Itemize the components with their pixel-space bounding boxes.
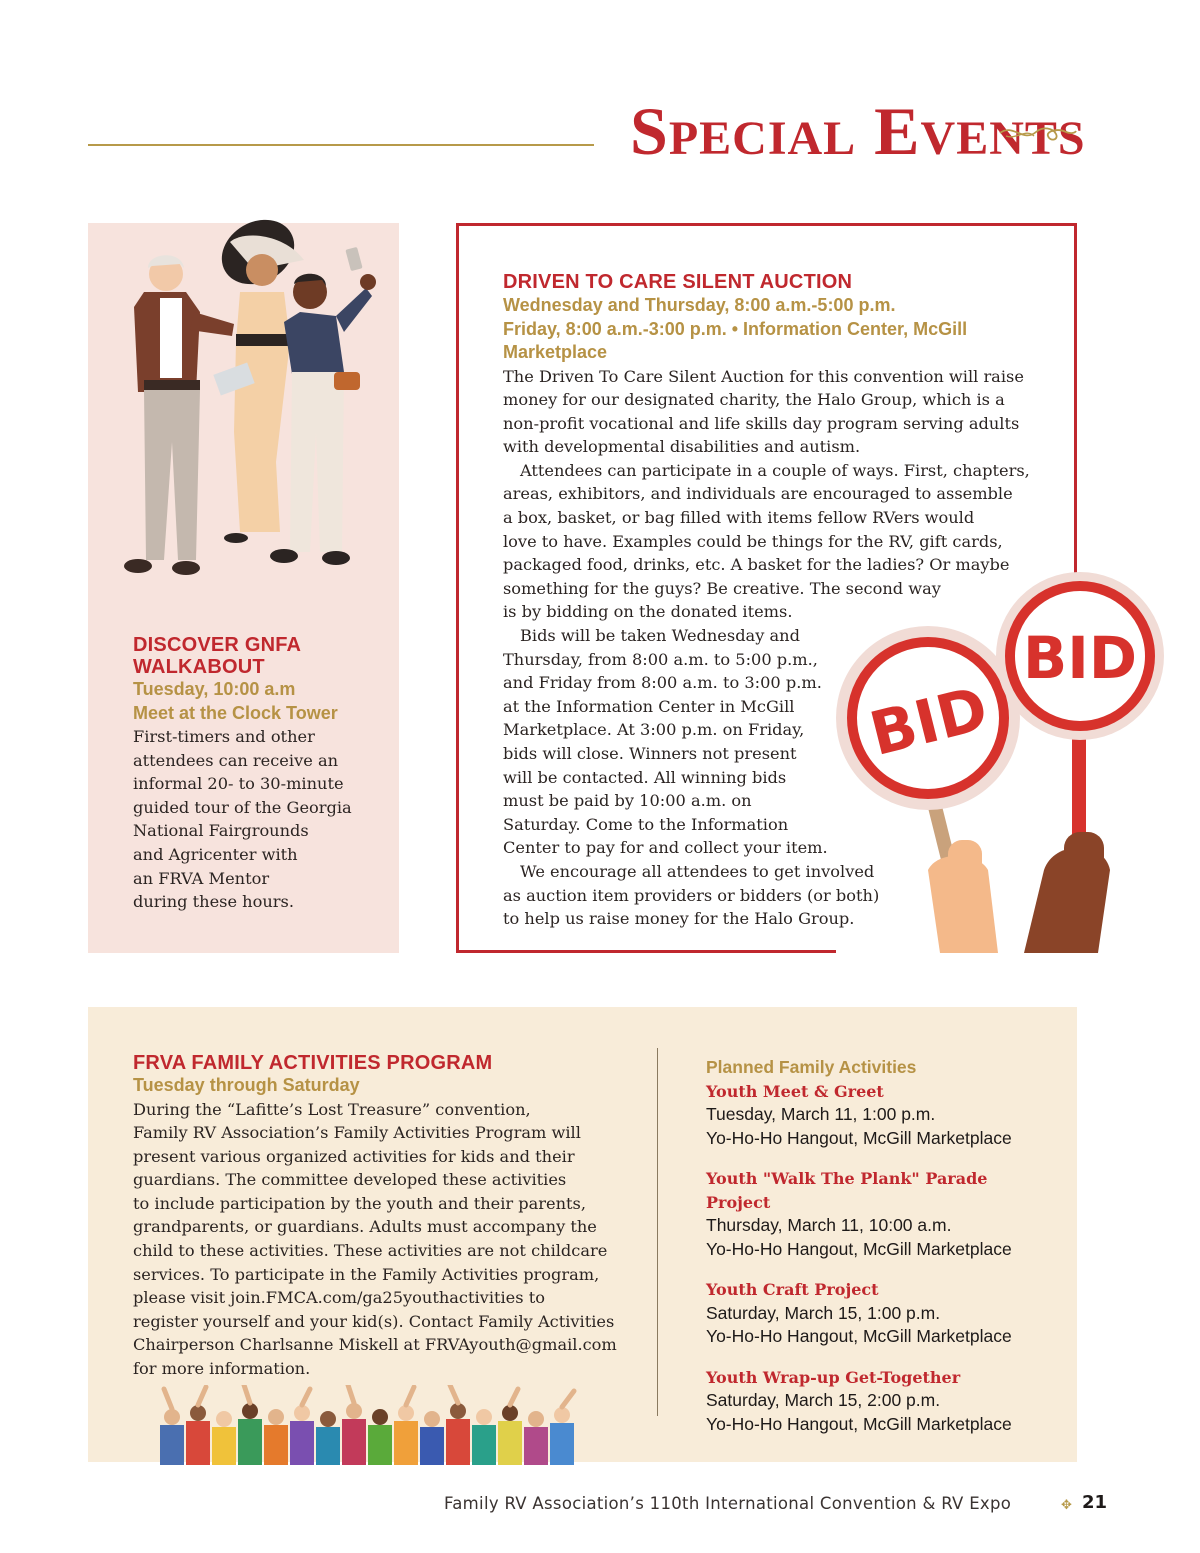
family-line: to include participation by the youth and their parents, xyxy=(133,1193,587,1213)
diamond-ornament-icon: ✥ xyxy=(1061,1498,1072,1513)
walkabout-line: and Agricenter with xyxy=(133,844,298,864)
auction-title: DRIVEN TO CARE SILENT AUCTION xyxy=(503,271,853,293)
list-item xyxy=(706,1278,1056,1349)
walking-tourists-illustration xyxy=(104,212,394,592)
auction-line: Attendees can participate in a couple of ways. First, chapters, xyxy=(520,460,1030,480)
auction-line: bids will close. Winners not present xyxy=(503,744,797,763)
auction-line: areas, exhibitors, and individuals are encouraged to assemble xyxy=(503,484,1013,504)
family-line: please visit join.FMCA.com/ga25youthactivities to xyxy=(133,1288,545,1308)
family-body xyxy=(133,1098,623,1381)
activity-date: Thursday, March 11, 10:00 a.m. xyxy=(706,1215,952,1235)
activity-name: Youth Wrap-up Get-Together xyxy=(706,1367,961,1387)
swirl-ornament-icon xyxy=(998,118,1078,148)
auction-line: with developmental disabilities and autism. xyxy=(503,437,861,457)
auction-line: must be paid by 10:00 a.m. on xyxy=(503,791,752,811)
bid-left-label: BID xyxy=(863,673,995,771)
activity-place: Yo-Ho-Ho Hangout, McGill Marketplace xyxy=(706,1127,1012,1148)
auction-line: at the Information Center in McGill xyxy=(503,696,795,716)
walkabout-text xyxy=(133,634,395,914)
auction-line: Center to pay for and collect your item. xyxy=(503,838,828,858)
auction-line: money for our designated charity, the Halo Group, which is a xyxy=(503,390,1005,410)
bid-right-label: BID xyxy=(1023,624,1137,692)
family-line: guardians. The committee developed these activities xyxy=(133,1170,567,1190)
family-line: During the “Lafitte’s Lost Treasure” convention, xyxy=(133,1099,531,1119)
walkabout-line: an FRVA Mentor xyxy=(133,868,270,888)
auction-line: a box, basket, or bag filled with items fellow RVers would xyxy=(503,508,975,528)
activity-date: Saturday, March 15, 2:00 p.m. xyxy=(706,1390,941,1410)
auction-line: The Driven To Care Silent Auction for this convention will raise xyxy=(503,366,1024,386)
footer-text: Family RV Association’s 110th International Convention & RV Expo xyxy=(444,1494,1012,1513)
walkabout-body xyxy=(133,725,395,914)
auction-line: packaged food, drinks, etc. A basket for the ladies? Or maybe xyxy=(503,555,1010,575)
auction-line: is by bidding on the donated items. xyxy=(503,602,793,622)
walkabout-location: Meet at the Clock Tower xyxy=(133,702,338,723)
walkabout-title-line1: DISCOVER GNFA xyxy=(133,634,302,656)
auction-line: Marketplace. At 3:00 p.m. on Friday, xyxy=(503,720,805,740)
auction-frame-bottom xyxy=(456,950,836,953)
family-line: for more information. xyxy=(133,1359,311,1379)
auction-schedule-1: Wednesday and Thursday, 8:00 a.m.-5:00 p.m. xyxy=(503,295,896,315)
page-number: 21 xyxy=(1082,1492,1108,1513)
bid-paddles-illustration xyxy=(828,570,1168,953)
auction-line: and Friday from 8:00 a.m. to 3:00 p.m. xyxy=(503,673,822,693)
page-title: Special Events xyxy=(630,93,1086,169)
auction-line: Saturday. Come to the Information xyxy=(503,814,789,834)
cheering-crowd-illustration xyxy=(150,1385,590,1465)
family-line: services. To participate in the Family Activities program, xyxy=(133,1264,600,1284)
activity-name: Youth "Walk The Plank" Parade Project xyxy=(706,1169,988,1212)
activity-place: Yo-Ho-Ho Hangout, McGill Marketplace xyxy=(706,1238,1012,1259)
walkabout-line: guided tour of the Georgia xyxy=(133,797,352,817)
walkabout-line: during these hours. xyxy=(133,892,294,912)
family-line: register yourself and your kid(s). Contact Family Activities xyxy=(133,1311,615,1331)
walkabout-title-line2: WALKABOUT xyxy=(133,656,265,678)
family-line: grandparents, or guardians. Adults must accompany the xyxy=(133,1217,597,1237)
walkabout-line: attendees can receive an xyxy=(133,750,339,770)
walkabout-line: informal 20- to 30-minute xyxy=(133,774,344,794)
family-line: Family RV Association’s Family Activities Program will xyxy=(133,1123,581,1143)
family-line: present various organized activities for kids and their xyxy=(133,1146,575,1166)
family-subtitle: Tuesday through Saturday xyxy=(133,1075,360,1095)
family-text xyxy=(133,1052,623,1381)
header-rule xyxy=(88,144,594,146)
auction-line: will be contacted. All winning bids xyxy=(503,767,787,787)
activity-place: Yo-Ho-Ho Hangout, McGill Marketplace xyxy=(706,1413,1012,1434)
auction-schedule-2: Friday, 8:00 a.m.-3:00 p.m. • Information Center, McGill Marketplace xyxy=(503,318,968,362)
auction-line: love to have. Examples could be things for the RV, gift cards, xyxy=(503,531,1003,551)
activity-place: Yo-Ho-Ho Hangout, McGill Marketplace xyxy=(706,1326,1012,1346)
activities-list xyxy=(706,1056,1056,1453)
activity-name: Youth Craft Project xyxy=(706,1280,879,1299)
list-item xyxy=(706,1080,1056,1151)
family-line: child to these activities. These activities are not childcare xyxy=(133,1241,608,1261)
auction-line: non-profit vocational and life skills day program serving adults xyxy=(503,413,1020,433)
activity-date: Saturday, March 15, 1:00 p.m. xyxy=(706,1302,941,1323)
auction-line: Bids will be taken Wednesday and xyxy=(520,626,800,646)
walkabout-time: Tuesday, 10:00 a.m xyxy=(133,679,296,699)
auction-line: Thursday, from 8:00 a.m. to 5:00 p.m., xyxy=(503,649,818,669)
activity-date: Tuesday, March 11, 1:00 p.m. xyxy=(706,1104,936,1124)
list-item xyxy=(706,1167,1056,1261)
auction-line: something for the guys? Be creative. The second way xyxy=(503,578,941,598)
walkabout-line: First-timers and other xyxy=(133,727,315,746)
auction-line: to help us raise money for the Halo Group. xyxy=(503,909,855,929)
activity-name: Youth Meet & Greet xyxy=(706,1081,884,1101)
family-title: FRVA FAMILY ACTIVITIES PROGRAM xyxy=(133,1052,493,1074)
family-column-divider xyxy=(657,1048,658,1416)
walkabout-line: National Fairgrounds xyxy=(133,821,309,841)
auction-line: We encourage all attendees to get involved xyxy=(520,861,875,881)
activities-heading: Planned Family Activities xyxy=(706,1057,917,1077)
list-item xyxy=(706,1366,1056,1437)
auction-line: as auction item providers or bidders (or both) xyxy=(503,885,880,905)
family-line: Chairperson Charlsanne Miskell at FRVAyouth@gmail.com xyxy=(133,1335,617,1355)
